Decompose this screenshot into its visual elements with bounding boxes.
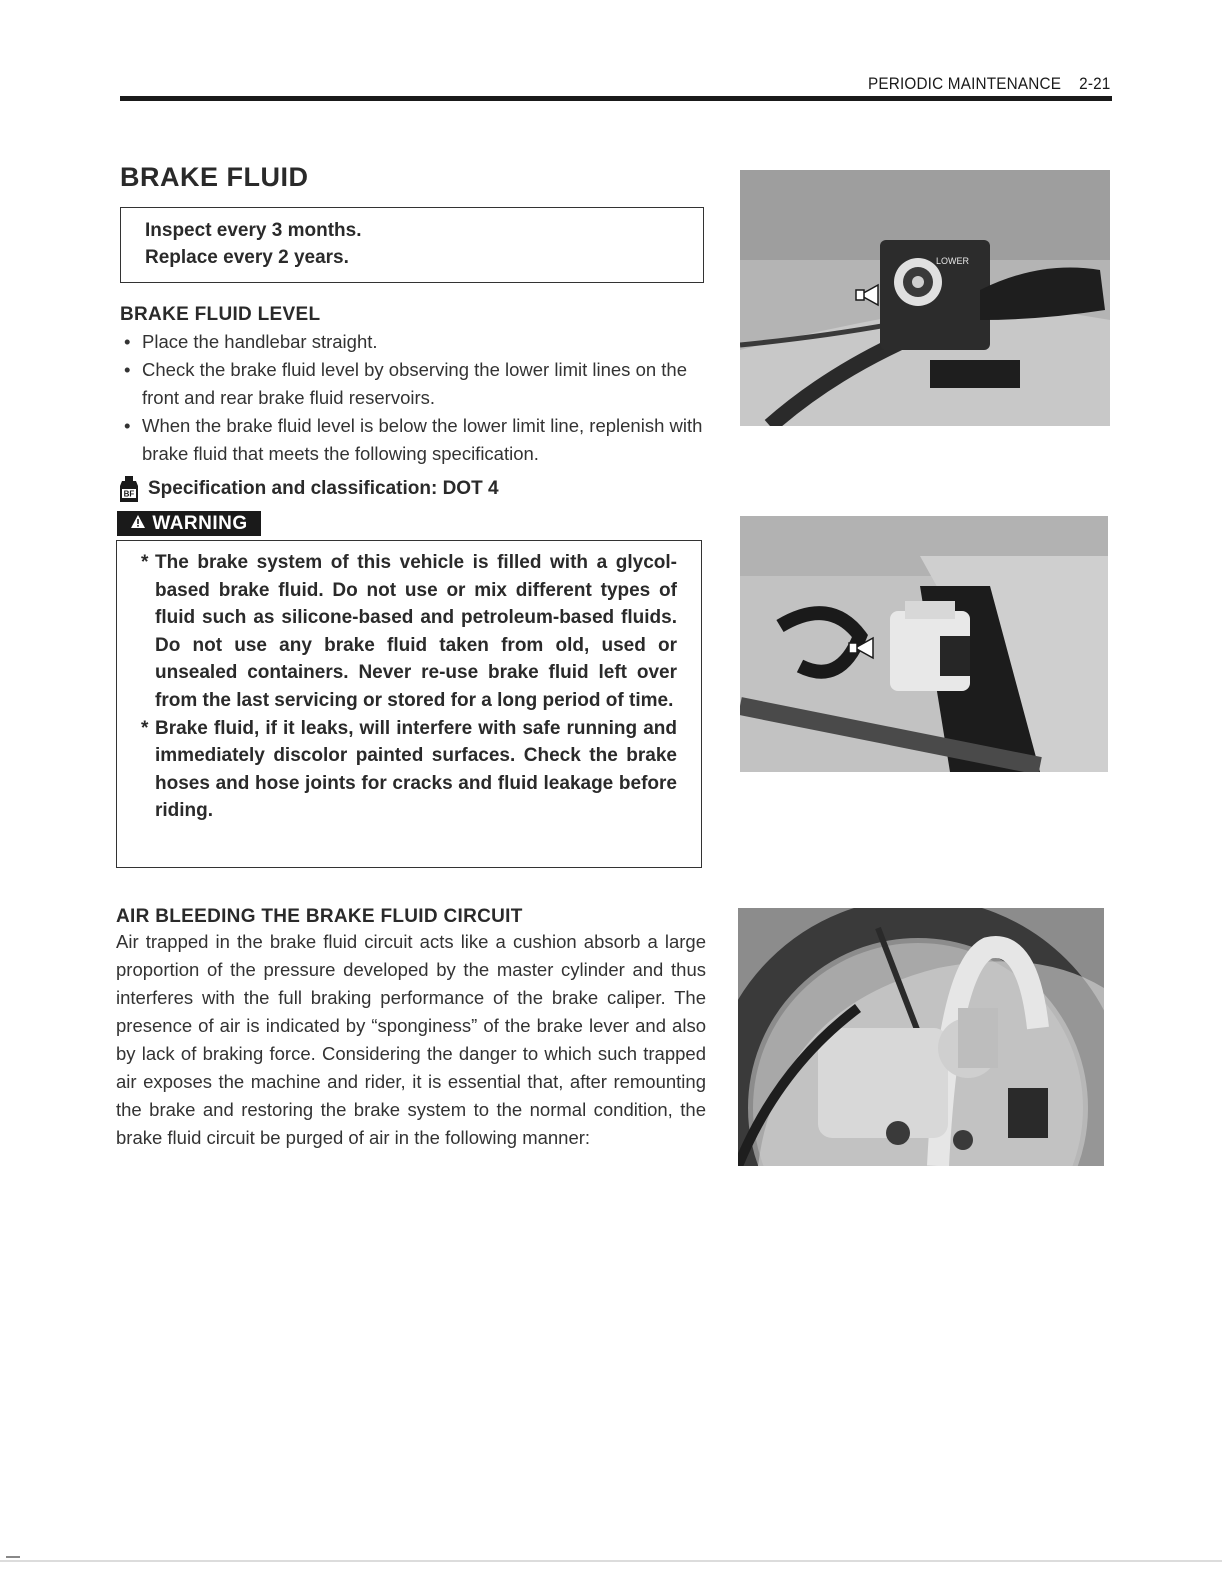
page-title: BRAKE FLUID xyxy=(120,162,309,192)
running-header xyxy=(867,74,1110,94)
list-item: • When the brake fluid level is below the lower limit line, replenish with brake fluid that meets the following specification. xyxy=(122,412,714,468)
scan-mark xyxy=(6,1556,20,1558)
inspection-interval-box xyxy=(120,207,704,283)
bf-icon-label: BF xyxy=(123,489,135,499)
air-bleeding-paragraph: Air trapped in the brake fluid circuit acts like a cushion absorb a large proportion of the pressure developed by the master cylinder and thus interferes with the full braking performance of the brake caliper. The presence of air is indicated by “sponginess” of the brake lever and also by lack of braking force. Considering the danger to which such trapped air exposes the machine and rider, it is essential that, after remounting the brake and restoring the brake system to the normal condition, the brake fluid circuit be purged of air in the following manner: xyxy=(116,931,706,1148)
header-section-title: PERIODIC MAINTENANCE xyxy=(867,74,1061,93)
reservoir-lower-label: LOWER xyxy=(936,256,970,266)
fluid-specification xyxy=(118,476,499,502)
page-bottom-edge xyxy=(0,1560,1222,1562)
inspect-interval: Inspect every 3 months. xyxy=(145,220,362,241)
replace-interval: Replace every 2 years. xyxy=(145,247,349,268)
brake-fluid-bottle-icon xyxy=(118,476,140,502)
air-bleeding-heading: AIR BLEEDING THE BRAKE FLUID CIRCUIT xyxy=(116,906,523,927)
warning-item: * Brake fluid, if it leaks, will interfere with safe running and immediately discolor painted surfaces. Check the brake hoses and hose joints for cracks and fluid leakage before riding. xyxy=(141,717,677,822)
warning-triangle-icon xyxy=(130,513,146,535)
brake-fluid-level-heading: BRAKE FLUID LEVEL xyxy=(120,304,321,325)
warning-text: Brake fluid, if it leaks, will interfere with safe running and immediately discolor painted surfaces. Check the brake hoses and hose joints for cracks and fluid leakage before riding. xyxy=(155,717,677,822)
warning-item: * The brake system of this vehicle is filled with a glycol-based brake fluid. Do not use or mix different types of fluid such as silicone-based and petroleum-based fluids. Do not use any brake fluid taken from old, used or unsealed containers. Never re-use brake fluid left over from the last servicing or stored for a long period of time. xyxy=(141,552,677,711)
front-reservoir-photo xyxy=(740,170,1110,426)
header-rule xyxy=(120,96,1112,101)
warning-text: The brake system of this vehicle is filled with a glycol-based brake fluid. Do not use or mix different types of fluid such as silicone-based and petroleum-based fluids. Do not use any brake fluid taken from old, used or unsealed containers. Never re-use brake fluid left over from the last servicing or stored for a long period of time. xyxy=(155,552,677,711)
warning-badge xyxy=(117,511,261,536)
spec-text: Specification and classification: DOT 4 xyxy=(148,478,499,499)
rear-reservoir-photo xyxy=(740,516,1108,772)
level-check-steps xyxy=(122,328,714,468)
caliper-bleeding-photo xyxy=(738,908,1104,1166)
warning-label: WARNING xyxy=(152,512,248,534)
page-number: 2-21 xyxy=(1078,74,1110,93)
list-item: • Place the handlebar straight. xyxy=(122,328,714,356)
warning-box xyxy=(116,540,702,868)
list-item: • Check the brake fluid level by observing the lower limit lines on the front and rear brake fluid reservoirs. xyxy=(122,356,714,412)
